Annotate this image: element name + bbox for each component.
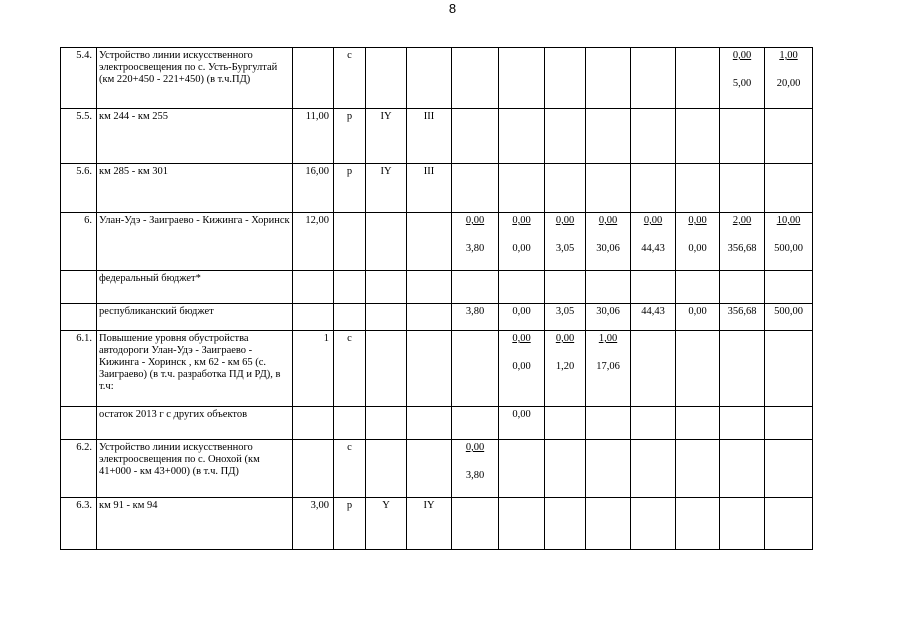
cell-number-text: 6.3. [76, 500, 92, 511]
cell-value [676, 440, 720, 498]
value-top: 0,00 [643, 215, 663, 226]
value-top [588, 166, 628, 178]
table-row [61, 271, 813, 304]
value-top [454, 50, 496, 62]
table-row [61, 109, 813, 164]
cell-value [676, 498, 720, 550]
cell-category-before [366, 213, 407, 271]
cell-value [586, 164, 631, 213]
value-top: 3,80 [465, 306, 485, 317]
cell-name-text: км 91 - км 94 [99, 500, 158, 511]
cell-value [545, 109, 586, 164]
cell-value [452, 271, 499, 304]
value-top: 0,00 [598, 215, 618, 226]
cell-category-before-text: IY [380, 166, 392, 177]
value-bottom: 17,06 [596, 361, 620, 372]
cell-value [720, 48, 765, 109]
cell-category-before [366, 331, 407, 407]
cell-value [586, 407, 631, 440]
cell-category-after [407, 331, 452, 407]
cell-category-after [407, 48, 452, 109]
value-top [547, 111, 583, 123]
value-top: 1,00 [598, 333, 618, 344]
cell-value [676, 407, 720, 440]
cell-length [293, 48, 334, 109]
cell-category-after [407, 164, 452, 213]
cell-name-text: федеральный бюджет* [99, 273, 201, 284]
cell-length [293, 498, 334, 550]
cell-value [452, 48, 499, 109]
value-bottom: 1,20 [555, 361, 575, 372]
value-top [767, 111, 810, 123]
cell-number [61, 109, 97, 164]
cell-category-before [366, 271, 407, 304]
cell-value [765, 164, 813, 213]
cell-category-after-text: III [423, 166, 435, 177]
cell-category-before-text: Y [382, 500, 390, 511]
value-top [633, 111, 673, 123]
value-top [722, 442, 762, 454]
program-table [60, 47, 813, 550]
cell-value [676, 304, 720, 331]
value-top [767, 333, 810, 345]
value-top [767, 409, 810, 421]
value-top [547, 166, 583, 178]
cell-length-text: 11,00 [305, 111, 329, 122]
cell-number [61, 304, 97, 331]
cell-value [545, 164, 586, 213]
cell-work-type-text: с [347, 333, 352, 344]
cell-number [61, 164, 97, 213]
value-bottom: 5,00 [732, 78, 752, 89]
value-top [547, 409, 583, 421]
cell-category-before [366, 164, 407, 213]
value-top [722, 333, 762, 345]
cell-work-type [334, 407, 366, 440]
cell-value [586, 271, 631, 304]
value-top: 0,00 [688, 306, 707, 317]
cell-value [720, 498, 765, 550]
value-bottom: 3,80 [465, 243, 485, 254]
cell-name [97, 440, 293, 498]
cell-category-before [366, 440, 407, 498]
cell-value [545, 271, 586, 304]
value-top: 3,05 [555, 306, 575, 317]
value-bottom: 0,00 [512, 361, 531, 372]
cell-work-type-text: р [346, 111, 353, 122]
cell-category-before [366, 498, 407, 550]
cell-category-after-text: III [423, 111, 435, 122]
cell-value [676, 271, 720, 304]
value-top [547, 273, 583, 285]
value-top [767, 273, 810, 285]
cell-number [61, 498, 97, 550]
cell-value [631, 407, 676, 440]
cell-work-type [334, 498, 366, 550]
cell-category-before [366, 109, 407, 164]
cell-length [293, 407, 334, 440]
cell-number [61, 48, 97, 109]
table-row [61, 498, 813, 550]
value-top [501, 111, 542, 123]
value-top [454, 333, 496, 345]
value-top: 0,00 [465, 215, 485, 226]
cell-value [452, 440, 499, 498]
cell-value [720, 440, 765, 498]
cell-name [97, 331, 293, 407]
value-bottom: 0,00 [512, 243, 531, 254]
value-top [633, 166, 673, 178]
value-top: 10,00 [776, 215, 801, 226]
cell-name-text: Устройство линии искусственного электроосвещения по с. Усть-Бургултай (км 220+450 - 221+450) (в т.ч.ПД) [99, 50, 278, 85]
cell-name [97, 407, 293, 440]
cell-work-type [334, 164, 366, 213]
value-top [722, 166, 762, 178]
cell-value [720, 109, 765, 164]
cell-length [293, 271, 334, 304]
cell-value [720, 407, 765, 440]
value-top [501, 442, 542, 454]
cell-category-before [366, 407, 407, 440]
cell-work-type [334, 109, 366, 164]
cell-value [452, 109, 499, 164]
cell-length [293, 440, 334, 498]
value-top [633, 273, 673, 285]
value-top [588, 111, 628, 123]
value-top [722, 273, 762, 285]
cell-value [545, 407, 586, 440]
value-top: 0,00 [688, 215, 707, 226]
cell-number [61, 331, 97, 407]
value-top: 1,00 [779, 50, 798, 61]
value-top [588, 273, 628, 285]
value-top [678, 50, 717, 62]
cell-value [720, 164, 765, 213]
cell-category-before [366, 48, 407, 109]
cell-number [61, 440, 97, 498]
value-top [722, 111, 762, 123]
value-top [547, 50, 583, 62]
cell-value [452, 407, 499, 440]
value-top [767, 166, 810, 178]
cell-name [97, 164, 293, 213]
cell-category-after [407, 271, 452, 304]
value-top [588, 409, 628, 421]
cell-name [97, 48, 293, 109]
cell-work-type [334, 48, 366, 109]
cell-value [499, 213, 545, 271]
cell-value [631, 48, 676, 109]
cell-value [631, 498, 676, 550]
table-row [61, 304, 813, 331]
cell-value [586, 109, 631, 164]
table-row [61, 407, 813, 440]
cell-work-type [334, 213, 366, 271]
cell-value [631, 331, 676, 407]
cell-name-text: республиканский бюджет [99, 306, 214, 317]
cell-category-after [407, 407, 452, 440]
cell-value [765, 213, 813, 271]
cell-value [720, 304, 765, 331]
cell-value [499, 109, 545, 164]
cell-value [499, 304, 545, 331]
cell-length [293, 304, 334, 331]
cell-value [545, 498, 586, 550]
value-top: 500,00 [774, 306, 803, 317]
value-top [678, 111, 717, 123]
value-bottom: 500,00 [774, 243, 803, 254]
value-top: 356,68 [727, 306, 757, 317]
value-bottom: 20,00 [776, 78, 801, 89]
value-bottom: 3,80 [465, 470, 485, 481]
cell-value [452, 331, 499, 407]
cell-value [545, 48, 586, 109]
cell-value [676, 213, 720, 271]
cell-work-type-text: р [346, 500, 353, 511]
value-top [678, 442, 717, 454]
value-top: 0,00 [732, 50, 752, 61]
value-top: 0,00 [465, 442, 485, 453]
cell-length-text: 16,00 [305, 166, 329, 177]
cell-work-type-text: р [346, 166, 353, 177]
cell-length [293, 164, 334, 213]
cell-value [452, 213, 499, 271]
cell-work-type [334, 304, 366, 331]
cell-length [293, 213, 334, 271]
cell-length-text: 1 [323, 333, 329, 344]
cell-value [676, 48, 720, 109]
cell-value [586, 48, 631, 109]
cell-value [545, 440, 586, 498]
value-top [678, 409, 717, 421]
cell-category-after [407, 213, 452, 271]
cell-value [631, 213, 676, 271]
value-top [633, 50, 673, 62]
cell-category-after [407, 304, 452, 331]
cell-value [631, 164, 676, 213]
cell-name-text: Устройство линии искусственного электроосвещения по с. Онохой (км 41+000 - км 43+000) (в т.ч. ПД) [99, 442, 260, 477]
value-top [454, 166, 496, 178]
cell-number-text: 5.6. [76, 166, 92, 177]
cell-value [676, 109, 720, 164]
value-top [588, 442, 628, 454]
cell-value [499, 164, 545, 213]
cell-value [499, 498, 545, 550]
value-top [678, 333, 717, 345]
cell-value [631, 304, 676, 331]
cell-value [586, 440, 631, 498]
value-top [633, 409, 673, 421]
cell-value [720, 271, 765, 304]
value-top [501, 166, 542, 178]
value-top [767, 500, 810, 512]
value-top [588, 500, 628, 512]
cell-value [586, 498, 631, 550]
value-top: 2,00 [732, 215, 752, 226]
cell-number-text: 5.5. [76, 111, 92, 122]
cell-value [499, 48, 545, 109]
cell-category-before [366, 304, 407, 331]
value-top [501, 500, 542, 512]
cell-number-text: 6.1. [76, 333, 92, 344]
value-top [633, 500, 673, 512]
value-top [678, 166, 717, 178]
cell-value [499, 331, 545, 407]
cell-length [293, 109, 334, 164]
cell-category-before-text: IY [380, 111, 392, 122]
cell-value [720, 331, 765, 407]
cell-value [765, 48, 813, 109]
value-top [633, 333, 673, 345]
cell-category-after [407, 440, 452, 498]
cell-number-text: 6. [84, 215, 92, 226]
cell-value [765, 407, 813, 440]
value-top [454, 111, 496, 123]
page-number: 8 [448, 1, 457, 16]
cell-category-after [407, 498, 452, 550]
value-top [454, 409, 496, 421]
cell-name [97, 271, 293, 304]
value-top: 0,00 [512, 215, 531, 226]
cell-length [293, 331, 334, 407]
value-bottom: 44,43 [641, 243, 665, 254]
value-top: 0,00 [512, 306, 531, 317]
value-top [454, 273, 496, 285]
cell-length-text: 3,00 [310, 500, 329, 511]
cell-value [765, 331, 813, 407]
cell-value [545, 331, 586, 407]
value-bottom: 0,00 [688, 243, 707, 254]
table-row [61, 440, 813, 498]
cell-value [586, 213, 631, 271]
cell-name-text: км 285 - км 301 [99, 166, 168, 177]
cell-category-after-text: IY [423, 500, 435, 511]
value-top [678, 500, 717, 512]
cell-value [545, 213, 586, 271]
cell-number [61, 271, 97, 304]
cell-value [586, 304, 631, 331]
value-top: 0,00 [555, 215, 575, 226]
cell-work-type [334, 271, 366, 304]
cell-work-type-text: с [347, 442, 352, 453]
cell-value [765, 498, 813, 550]
cell-value [676, 164, 720, 213]
value-top [547, 442, 583, 454]
cell-value [499, 407, 545, 440]
value-top [767, 442, 810, 454]
cell-number-text: 6.2. [76, 442, 92, 453]
cell-length-text: 12,00 [305, 215, 329, 226]
cell-name [97, 109, 293, 164]
value-top [454, 500, 496, 512]
cell-work-type [334, 440, 366, 498]
value-top [722, 409, 762, 421]
cell-value [720, 213, 765, 271]
value-top: 44,43 [641, 306, 665, 317]
cell-number [61, 213, 97, 271]
cell-value [631, 440, 676, 498]
value-top [588, 50, 628, 62]
cell-value [765, 440, 813, 498]
cell-name-text: Улан-Удэ - Заиграево - Кижинга - Хоринск [99, 215, 290, 226]
cell-name-text: остаток 2013 г с других объектов [99, 409, 248, 420]
value-top: 0,00 [512, 333, 531, 344]
cell-value [586, 331, 631, 407]
value-top [722, 500, 762, 512]
cell-name [97, 498, 293, 550]
value-top [501, 273, 542, 285]
cell-value [765, 109, 813, 164]
cell-value [676, 331, 720, 407]
cell-value [452, 498, 499, 550]
value-top [501, 50, 542, 62]
value-top: 0,00 [555, 333, 575, 344]
cell-number-text: 5.4. [76, 50, 92, 61]
value-top: 0,00 [512, 409, 531, 420]
cell-number [61, 407, 97, 440]
value-top [547, 500, 583, 512]
cell-name [97, 304, 293, 331]
cell-value [631, 271, 676, 304]
value-top [633, 442, 673, 454]
value-bottom: 30,06 [596, 243, 620, 254]
cell-work-type [334, 331, 366, 407]
cell-value [499, 271, 545, 304]
table-row [61, 48, 813, 109]
value-bottom: 356,68 [727, 243, 757, 254]
cell-value [765, 304, 813, 331]
cell-value [765, 271, 813, 304]
cell-name-text: Повышение уровня обустройства автодороги Улан-Удэ - Заиграево - Кижинга - Хоринск , км 62 - км 65 (с. Заиграево) (в т.ч. разработка ПД и РД), в т.ч: [99, 333, 281, 392]
value-top: 30,06 [596, 306, 620, 317]
cell-category-after [407, 109, 452, 164]
table-row [61, 213, 813, 271]
cell-value [631, 109, 676, 164]
value-top [678, 273, 717, 285]
cell-value [452, 164, 499, 213]
value-bottom: 3,05 [555, 243, 575, 254]
table-row [61, 331, 813, 407]
table-row [61, 164, 813, 213]
cell-work-type-text: с [347, 50, 352, 61]
cell-value [545, 304, 586, 331]
cell-value [452, 304, 499, 331]
cell-name-text: км 244 - км 255 [99, 111, 168, 122]
cell-value [499, 440, 545, 498]
cell-name [97, 213, 293, 271]
